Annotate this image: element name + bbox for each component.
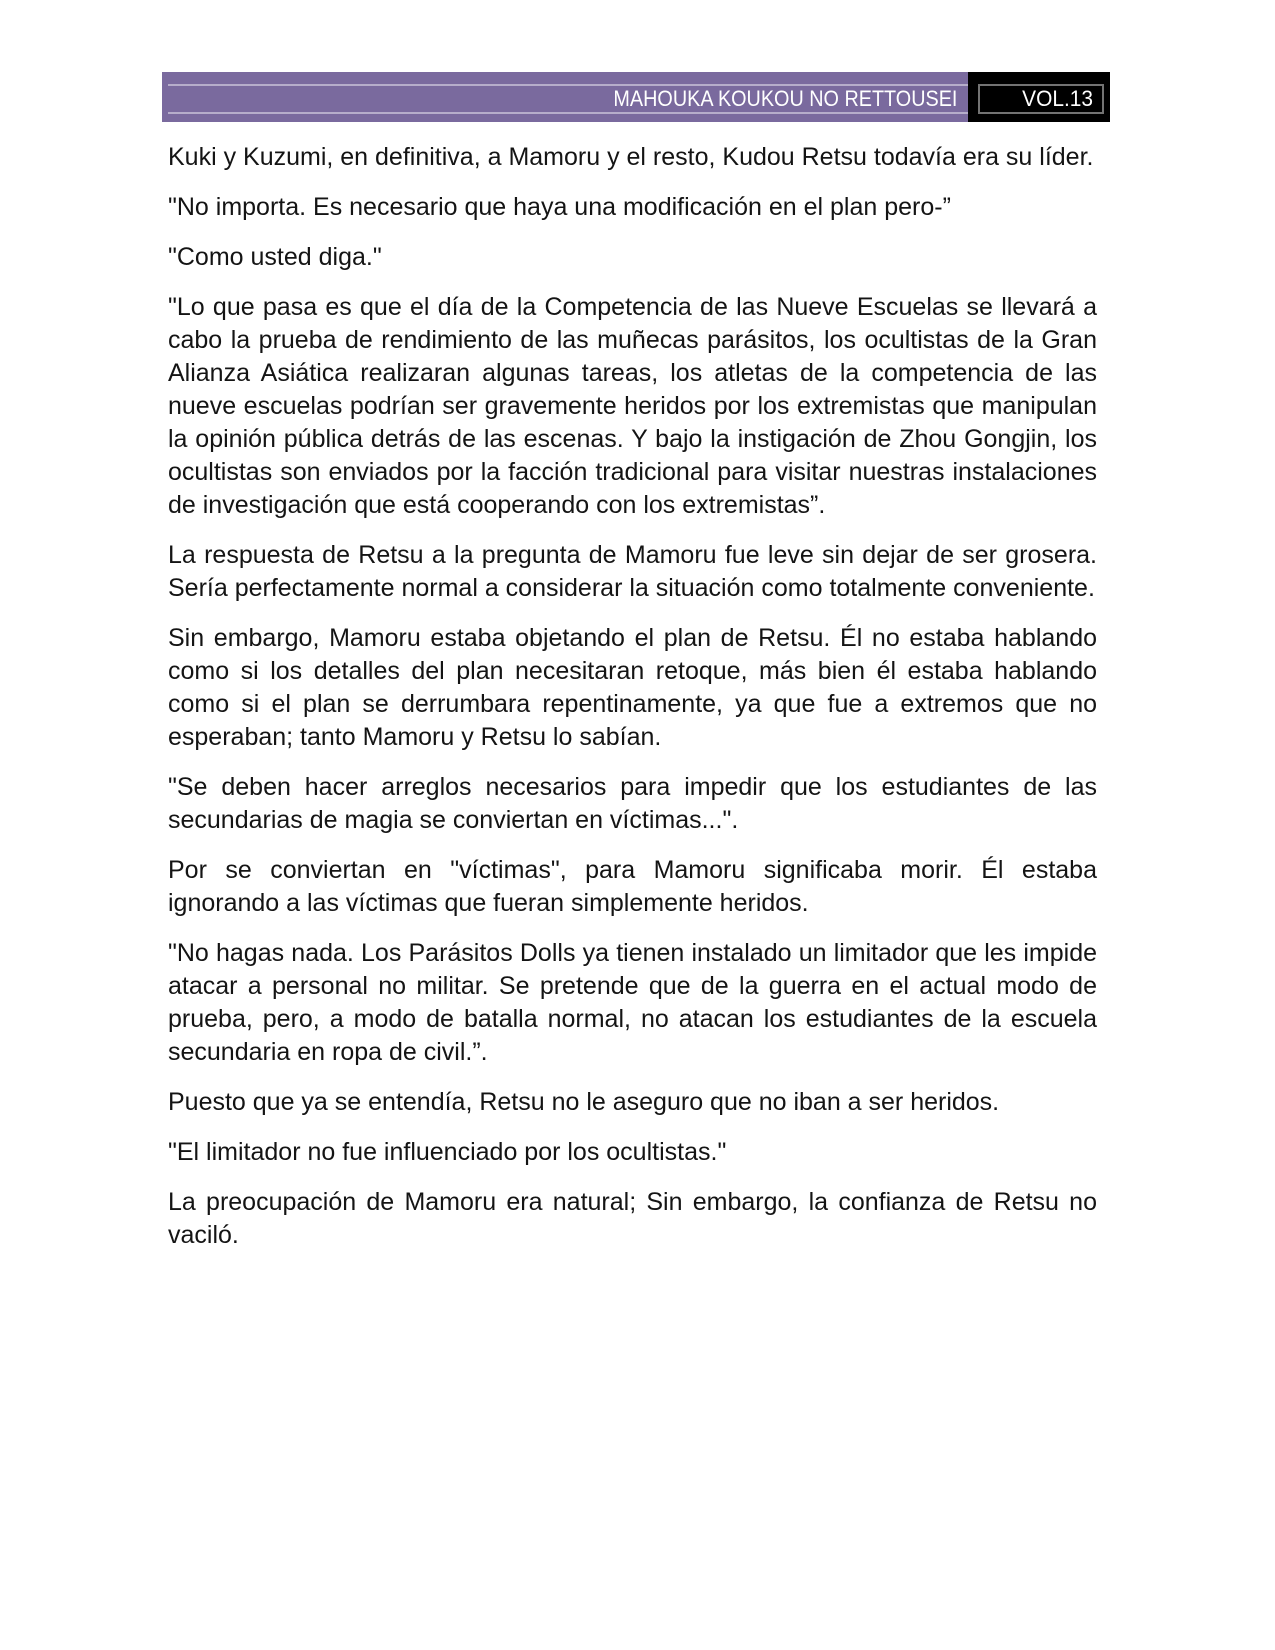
paragraph: "No importa. Es necesario que haya una modificación en el plan pero-” (168, 193, 951, 221)
paragraph: Puesto que ya se entendía, Retsu no le aseguro que no iban a ser heridos. (168, 1088, 1000, 1116)
volume-label: VOL.13 (1022, 86, 1094, 111)
header-volume-inner-frame (978, 84, 1104, 114)
paragraph: "Se deben hacer arreglos necesarios para impedir que los estudiantes de las secundarias de magia se conviertan en víctimas...". (168, 773, 1097, 834)
paragraph: Por se conviertan en "víctimas", para Mamoru significaba morir. Él estaba ignorando a las víctimas que fueran simplemente heridos. (168, 856, 1097, 917)
paragraph: La respuesta de Retsu a la pregunta de Mamoru fue leve sin dejar de ser grosera. Sería perfectamente normal a considerar la situación como totalmente conveniente. (168, 541, 1097, 602)
paragraph: "No hagas nada. Los Parásitos Dolls ya tienen instalado un limitador que les impide atacar a personal no militar. Se pretende que de la guerra en el actual modo de prueba, pero, a modo de batalla normal, no atacan los estudiantes de la escuela secundaria en ropa de civil.”. (168, 939, 1097, 1066)
paragraph: "El limitador no fue influenciado por los ocultistas." (168, 1138, 727, 1166)
header-title-cell (162, 72, 968, 122)
paragraph: La preocupación de Mamoru era natural; Sin embargo, la confianza de Retsu no vaciló. (168, 1188, 1097, 1249)
paragraph: "Como usted diga." (168, 243, 382, 271)
paragraph: "Lo que pasa es que el día de la Competencia de las Nueve Escuelas se llevará a cabo la prueba de rendimiento de las muñecas parásitos, los ocultistas de la Gran Alianza Asiática realizaran algunas tareas, los atletas de la competencia de las nueve escuelas podrían ser gravemente heridos por los extremistas que manipulan la opinión pública detrás de las escenas. Y bajo la instigación de Zhou Gongjin, los ocultistas son enviados por la facción tradicional para visitar nuestras instalaciones de investigación que está cooperando con los extremistas”. (168, 293, 1097, 519)
page-body (168, 141, 1097, 1269)
paragraph: Sin embargo, Mamoru estaba objetando el plan de Retsu. Él no estaba hablando como si los detalles del plan necesitaran retoque, más bien él estaba hablando como si el plan se derrumbara repentinamente, ya que fue a extremos que no esperaban; tanto Mamoru y Retsu lo sabían. (168, 624, 1097, 751)
paragraph: Kuki y Kuzumi, en definitiva, a Mamoru y el resto, Kudou Retsu todavía era su líder. (168, 143, 1094, 171)
page-header (162, 72, 1110, 122)
header-title: MAHOUKA KOUKOU NO RETTOUSEI (613, 86, 958, 111)
header-volume-cell (968, 72, 1110, 122)
header-title-inner-frame (168, 84, 968, 114)
